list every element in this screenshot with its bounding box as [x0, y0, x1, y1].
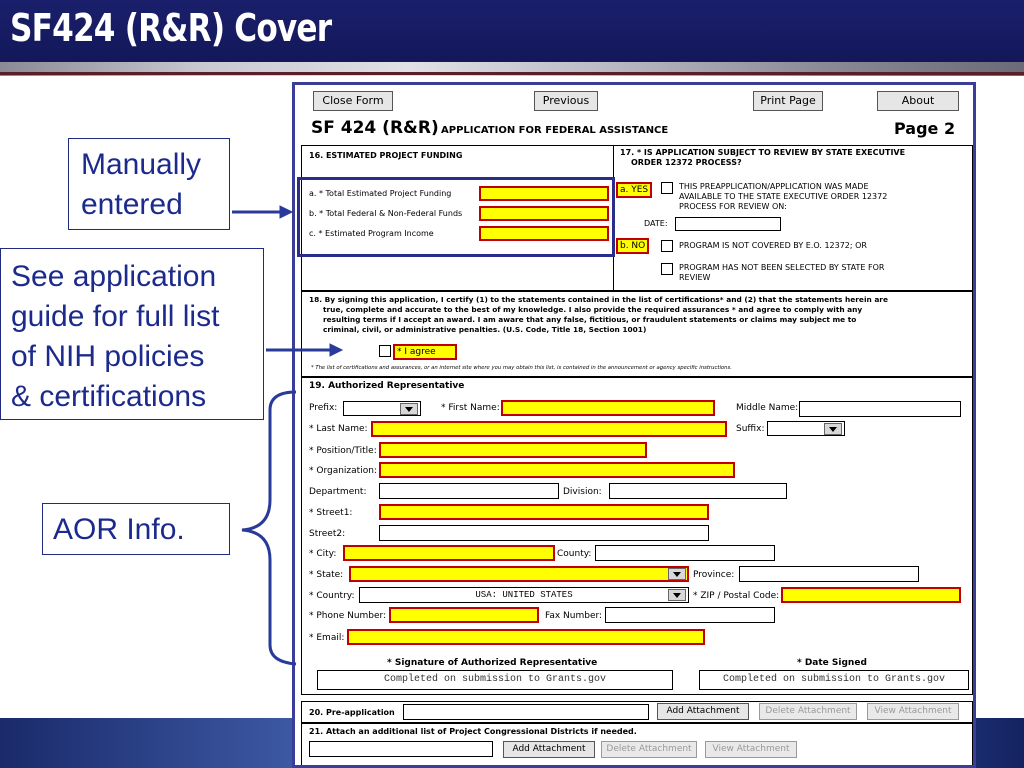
add-attachment-button-20[interactable]: Add Attachment	[657, 703, 749, 720]
s18-line4: criminal, civil, or administrative penalties. (U.S. Code, Title 18, Section 1001)	[323, 325, 647, 334]
signature-label: * Signature of Authorized Representative	[387, 658, 598, 668]
delete-attachment-button-20[interactable]: Delete Attachment	[759, 703, 857, 720]
add-attachment-button-21[interactable]: Add Attachment	[503, 741, 595, 758]
department-label: Department:	[309, 487, 367, 497]
division-label: Division:	[563, 487, 602, 497]
brace-aor	[242, 392, 296, 664]
callout-guide-line3: of NIH policies	[11, 340, 205, 373]
s17-no-opt1: PROGRAM IS NOT COVERED BY E.O. 12372; OR	[679, 241, 867, 250]
prefix-label: Prefix:	[309, 403, 338, 413]
delete-attachment-button-21[interactable]: Delete Attachment	[601, 741, 697, 758]
s18-line1: 18. By signing this application, I certify (1) to the statements contained in the list of certifications* and (2) that the statements herein are	[309, 295, 888, 304]
last-name-label: * Last Name:	[309, 424, 368, 434]
s18-footnote: * The list of certifications and assurances, or an internet site where you may obtain this list, is contained in the announcement or agency specific instructions.	[311, 365, 732, 371]
s17-yes-line3: PROCESS FOR REVIEW ON:	[679, 202, 787, 211]
first-name-label: * First Name:	[441, 403, 500, 413]
form-title: SF 424 (R&R)	[311, 118, 439, 138]
date-signed-field: Completed on submission to Grants.gov	[699, 670, 969, 690]
s17-no-label: b. NO	[616, 238, 649, 254]
page-number: Page 2	[894, 119, 956, 138]
arrow-guide	[266, 344, 342, 356]
callout-manual-line2: entered	[81, 188, 183, 221]
zip-label: * ZIP / Postal Code:	[693, 591, 780, 601]
close-form-button[interactable]: Close Form	[313, 91, 393, 111]
s17-no-opt2-line1: PROGRAM HAS NOT BEEN SELECTED BY STATE FOR	[679, 263, 885, 272]
previous-button[interactable]: Previous	[534, 91, 598, 111]
middle-name-label: Middle Name:	[736, 403, 799, 413]
about-button[interactable]: About	[877, 91, 959, 111]
s16-b-label: b. * Total Federal & Non-Federal Funds	[309, 209, 463, 218]
s17-heading-line2: ORDER 12372 PROCESS?	[631, 158, 742, 167]
callout-guide-line4: & certifications	[11, 380, 207, 413]
street2-label: Street2:	[309, 529, 346, 539]
slide-title: SF424 (R&R) Cover	[10, 6, 332, 50]
s18-line2: true, complete and accurate to the best of my knowledge. I also provide the required assurances * and agree to comply with any	[323, 305, 863, 314]
s18-line3: resulting terms if I accept an award. I am aware that any false, fictitious, or fraudulent statements or claims may subject me to	[323, 315, 857, 324]
callout-guide-line1: See application	[11, 260, 217, 293]
s16-a-label: a. * Total Estimated Project Funding	[309, 189, 452, 198]
s17-yes-line2: AVAILABLE TO THE STATE EXECUTIVE ORDER 12372	[679, 192, 888, 201]
state-label: * State:	[309, 570, 344, 580]
print-page-button[interactable]: Print Page	[753, 91, 823, 111]
s17-yes-line1: THIS PREAPPLICATION/APPLICATION WAS MADE	[679, 182, 869, 191]
position-title-label: * Position/Title:	[309, 446, 377, 456]
city-label: * City:	[309, 549, 337, 559]
s16-c-label: c. * Estimated Program Income	[309, 229, 434, 238]
date-signed-label: * Date Signed	[797, 658, 867, 668]
signature-field: Completed on submission to Grants.gov	[317, 670, 673, 690]
s19-heading: 19. Authorized Representative	[309, 381, 465, 391]
callout-manual-line1: Manually	[81, 148, 202, 181]
suffix-label: Suffix:	[736, 424, 765, 434]
email-label: * Email:	[309, 633, 345, 643]
organization-label: * Organization:	[309, 466, 377, 476]
s17-heading-line1: 17. * IS APPLICATION SUBJECT TO REVIEW BY STATE EXECUTIVE	[620, 148, 906, 157]
view-attachment-button-21[interactable]: View Attachment	[705, 741, 797, 758]
province-label: Province:	[693, 570, 735, 580]
country-label: * Country:	[309, 591, 355, 601]
s17-date-label: DATE:	[644, 219, 668, 228]
i-agree-label: * I agree	[393, 344, 457, 360]
s16-heading: 16. ESTIMATED PROJECT FUNDING	[309, 151, 463, 160]
fax-label: Fax Number:	[545, 611, 603, 621]
view-attachment-button-20[interactable]: View Attachment	[867, 703, 959, 720]
callout-aor-text: AOR Info.	[53, 513, 185, 546]
pre-application-label: 20. Pre-application	[309, 708, 395, 717]
arrow-manual	[232, 206, 292, 218]
s17-no-opt2-line2: REVIEW	[679, 273, 711, 282]
country-value: USA: UNITED STATES	[475, 590, 573, 600]
street1-label: * Street1:	[309, 508, 353, 518]
s17-yes-label: a. YES	[616, 182, 652, 198]
callout-guide-line2: guide for full list	[11, 300, 220, 333]
county-label: County:	[557, 549, 592, 559]
form-subtitle: APPLICATION FOR FEDERAL ASSISTANCE	[441, 125, 669, 136]
phone-label: * Phone Number:	[309, 611, 387, 621]
s21-label: 21. Attach an additional list of Project Congressional Districts if needed.	[309, 727, 637, 736]
